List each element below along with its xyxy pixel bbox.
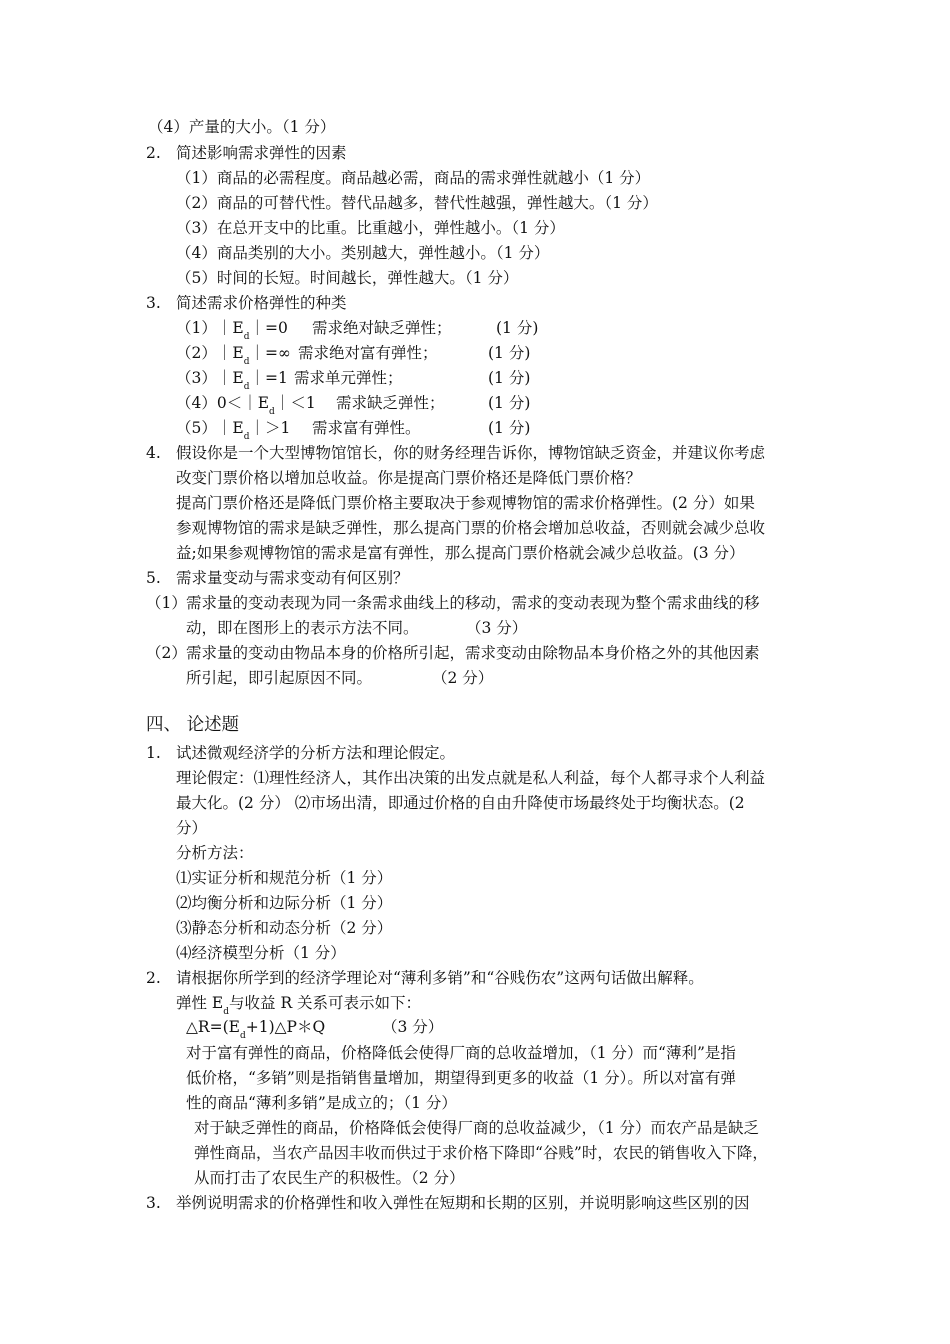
question-title: 改变门票价格以增加总收益。你是提高门票价格还是降低门票价格？ xyxy=(176,469,642,487)
question-title: 试述微观经济学的分析方法和理论假定。 xyxy=(176,744,456,762)
score: (1 分) xyxy=(488,394,531,412)
elasticity-formula: $(2)|E_d|=\infty$ xyxy=(176,344,291,367)
elasticity-description: 需求绝对缺乏弹性； xyxy=(312,319,452,337)
text-line: （4）产量的大小。（1 分） xyxy=(148,118,336,136)
answer-line: 从而打击了农民生产的积极性。（2 分） xyxy=(194,1169,465,1187)
score: (1 分) xyxy=(488,419,531,437)
question-number: 3. xyxy=(146,294,161,312)
answer-line: 性的商品“薄利多销”是成立的；（1 分） xyxy=(186,1094,457,1112)
item-label: （1） xyxy=(146,594,187,612)
answer-line: 提高门票价格还是降低门票价格主要取决于参观博物馆的需求价格弹性。(2 分）如果 xyxy=(176,494,755,512)
score: （3 分） xyxy=(382,1018,444,1036)
answer-line: 所引起，即引起原因不同。 xyxy=(186,669,373,687)
elasticity-description: 需求缺乏弹性； xyxy=(336,394,445,412)
question-title: 简述需求价格弹性的种类 xyxy=(176,294,347,312)
elasticity-formula: $(1)|E_d|=0$ xyxy=(176,319,288,342)
answer-line: 对于缺乏弹性的商品，价格降低会使得厂商的总收益减少，（1 分）而农产品是缺乏 xyxy=(194,1119,760,1137)
answer-line: ⑴实证分析和规范分析（1 分） xyxy=(176,869,393,887)
answer-line: （3）在总开支中的比重。比重越小，弹性越小。（1 分） xyxy=(176,219,565,237)
answer-line: 理论假定：⑴理性经济人，其作出决策的出发点就是私人利益，每个人都寻求个人利益 xyxy=(176,769,766,787)
score: (1 分) xyxy=(496,319,539,337)
question-title: 简述影响需求弹性的因素 xyxy=(176,144,347,162)
answer-line: 最大化。(2 分） ⑵市场出清，即通过价格的自由升降使市场最终处于均衡状态。(2 xyxy=(176,794,745,812)
score: （3 分） xyxy=(466,619,528,637)
answer-line: （4）商品类别的大小。类别越大，弹性越小。（1 分） xyxy=(176,244,550,262)
elasticity-description: 需求绝对富有弹性； xyxy=(298,344,438,362)
answer-line: 益;如果参观博物馆的需求是富有弹性，那么提高门票价格就会减少总收益。(3 分） xyxy=(176,544,745,562)
formula: $\triangle R=(E_d+1)\triangle P*Q$ xyxy=(186,1018,326,1041)
elasticity-description: 需求富有弹性。 xyxy=(312,419,421,437)
answer-line: 分） xyxy=(176,819,208,837)
elasticity-description: 需求单元弹性； xyxy=(294,369,403,387)
answer-line: 对于富有弹性的商品，价格降低会使得厂商的总收益增加，（1 分）而“薄利”是指 xyxy=(186,1044,736,1062)
section-heading: 四、 论述题 xyxy=(146,715,240,735)
elasticity-formula: $(4)0<|E_d|<1$ xyxy=(176,394,316,417)
answer-line: 参观博物馆的需求是缺乏弹性，那么提高门票的价格会增加总收益，否则就会减少总收 xyxy=(176,519,766,537)
question-number: 1. xyxy=(146,744,161,762)
relation-line: 弹性 $E_d$与收益 R 关系可表示如下： xyxy=(176,994,422,1017)
question-title: 假设你是一个大型博物馆馆长，你的财务经理告诉你，博物馆缺乏资金，并建议你考虑 xyxy=(176,444,766,462)
answer-line: （5）时间的长短。时间越长，弹性越大。（1 分） xyxy=(176,269,519,287)
question-number: 3. xyxy=(146,1194,161,1212)
answer-line: ⑵均衡分析和边际分析（1 分） xyxy=(176,894,393,912)
score: (1 分) xyxy=(488,344,531,362)
answer-line: 低价格，“多销”则是指销售量增加，期望得到更多的收益（1 分）。所以对富有弹 xyxy=(186,1069,736,1087)
elasticity-formula: $(3)|E_d|=1$ xyxy=(176,369,288,392)
elasticity-formula: $(5)|E_d|>1$ xyxy=(176,419,291,442)
item-label: （2） xyxy=(146,644,187,662)
answer-line: （2）商品的可替代性。替代品越多，替代性越强，弹性越大。（1 分） xyxy=(176,194,658,212)
answer-line: 动，即在图形上的表示方法不同。 xyxy=(186,619,419,637)
question-title: 需求量变动与需求变动有何区别？ xyxy=(176,569,409,587)
answer-line: 需求量的变动表现为同一条需求曲线上的移动，需求的变动表现为整个需求曲线的移 xyxy=(186,594,760,612)
score: (1 分) xyxy=(488,369,531,387)
question-number: 2. xyxy=(146,144,161,162)
answer-line: （1）商品的必需程度。商品越必需，商品的需求弹性就越小（1 分） xyxy=(176,169,651,187)
question-title: 请根据你所学到的经济学理论对“薄利多销”和“谷贱伤农”这两句话做出解释。 xyxy=(176,969,704,987)
answer-line: 分析方法： xyxy=(176,844,254,862)
question-title: 举例说明需求的价格弹性和收入弹性在短期和长期的区别，并说明影响这些区别的因 xyxy=(176,1194,750,1212)
question-number: 2. xyxy=(146,969,161,987)
answer-line: ⑷经济模型分析（1 分） xyxy=(176,944,346,962)
score: （2 分） xyxy=(432,669,494,687)
answer-line: 需求量的变动由物品本身的价格所引起，需求变动由除物品本身价格之外的其他因素 xyxy=(186,644,760,662)
question-number: 4. xyxy=(146,444,161,462)
question-number: 5. xyxy=(146,569,161,587)
answer-line: 弹性商品，当农产品因丰收而供过于求价格下降即“谷贱”时，农民的销售收入下降， xyxy=(194,1144,768,1162)
answer-line: ⑶静态分析和动态分析（2 分） xyxy=(176,919,393,937)
